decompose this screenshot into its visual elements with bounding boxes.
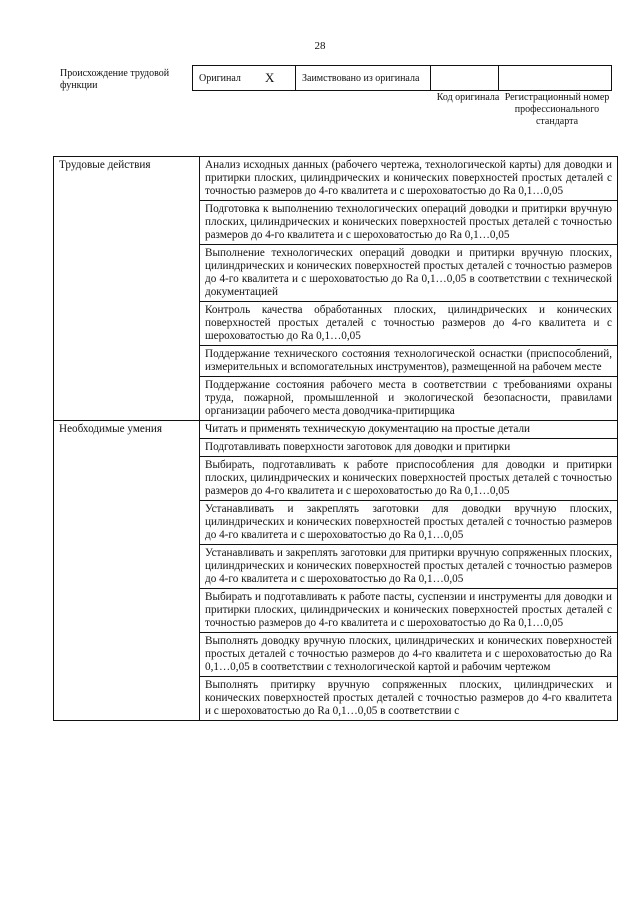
skills-heading: Необходимые умения xyxy=(54,421,200,721)
original-cell xyxy=(193,66,296,91)
skill-item: Устанавливать и закреплять заготовки для притирки вручную сопряженных плоских, цилиндрических и конических поверхностей простых деталей с точностью размеров до 4-го квалитета и с шероховатостью до Ra 0,1…0,05 xyxy=(200,545,618,589)
origin-table xyxy=(192,65,612,91)
labor-action-item: Анализ исходных данных (рабочего чертежа, технологической карты) для доводки и притирки плоских, цилиндрических и конических поверхностей простых деталей с точностью размеров до 4-го квалитета и с шероховатостью до Ra 0,1…0,05 xyxy=(200,157,618,201)
skill-item: Читать и применять техническую документацию на простые детали xyxy=(200,421,618,439)
skill-item: Устанавливать и закреплять заготовки для доводки вручную плоских, цилиндрических и конических поверхностей простых деталей с точностью размеров до 4-го квалитета и с шероховатостью до Ra 0,1…0,05 xyxy=(200,501,618,545)
skill-item: Выбирать и подготавливать к работе пасты, суспензии и инструменты для доводки и притирки плоских, цилиндрических и конических поверхностей простых деталей с точностью размеров до 4-го квалитета и с шероховатостью до Ra 0,1…0,05 xyxy=(200,589,618,633)
borrowed-cell xyxy=(296,66,431,91)
labor-action-item: Подготовка к выполнению технологических операций доводки и притирки вручную плоских, цилиндрических и конических поверхностей простых деталей с точностью размеров до 4-го квалитета и с шероховатостью до Ra 0,1…0,05 xyxy=(200,201,618,245)
labor-action-item: Выполнение технологических операций доводки и притирки вручную плоских, цилиндрических и конических поверхностей простых деталей с точностью размеров до 4-го квалитета и с шероховатостью до Ra 0,1…0,05 в соответствии с технической документацией xyxy=(200,245,618,302)
labor-action-item: Контроль качества обработанных плоских, цилиндрических и конических поверхностей простых деталей с точностью размеров до 4-го квалитета и с шероховатостью до Ra 0,1…0,05 xyxy=(200,302,618,346)
reg-number-cell xyxy=(499,66,612,91)
labor-action-item: Поддержание состояния рабочего места в соответствии с требованиями охраны труда, пожарной, промышленной и экологической безопасности, правилами организации рабочего места доводчика-притирщика xyxy=(200,377,618,421)
code-caption: Код оригинала xyxy=(436,92,500,103)
code-cell xyxy=(431,66,499,91)
labor-actions-heading: Трудовые действия xyxy=(54,157,200,421)
function-table xyxy=(53,156,618,721)
original-label: Оригинал xyxy=(199,72,241,84)
labor-action-item: Поддержание технического состояния технологической оснастки (приспособлений, измерительных и вспомогательных инструментов), размещенной на рабочем месте xyxy=(200,346,618,377)
original-mark: X xyxy=(265,70,275,85)
skill-item: Выполнять притирку вручную сопряженных плоских, цилиндрических и конических поверхностей простых деталей с точностью размеров до 4-го квалитета и с шероховатостью до Ra 0,1…0,05 в соответствии с xyxy=(200,677,618,721)
reg-caption: Регистрационный номер профессионального стандарта xyxy=(504,92,610,127)
skill-item: Подготавливать поверхности заготовок для доводки и притирки xyxy=(200,439,618,457)
borrowed-label: Заимствовано из оригинала xyxy=(302,72,420,84)
table-row xyxy=(54,421,618,439)
page-number: 28 xyxy=(314,40,326,52)
skill-item: Выбирать, подготавливать к работе приспособления для доводки и притирки плоских, цилиндрических и конических поверхностей простых деталей с точностью размеров до 4-го квалитета и с шероховатостью до Ra 0,1…0,05 xyxy=(200,457,618,501)
table-row xyxy=(54,157,618,201)
skill-item: Выполнять доводку вручную плоских, цилиндрических и конических поверхностей простых деталей с точностью размеров до 4-го квалитета и с шероховатостью до Ra 0,1…0,05 в соответствии с технологической картой и рабочим чертежом xyxy=(200,633,618,677)
origin-label: Происхождение трудовой функции xyxy=(60,68,170,91)
